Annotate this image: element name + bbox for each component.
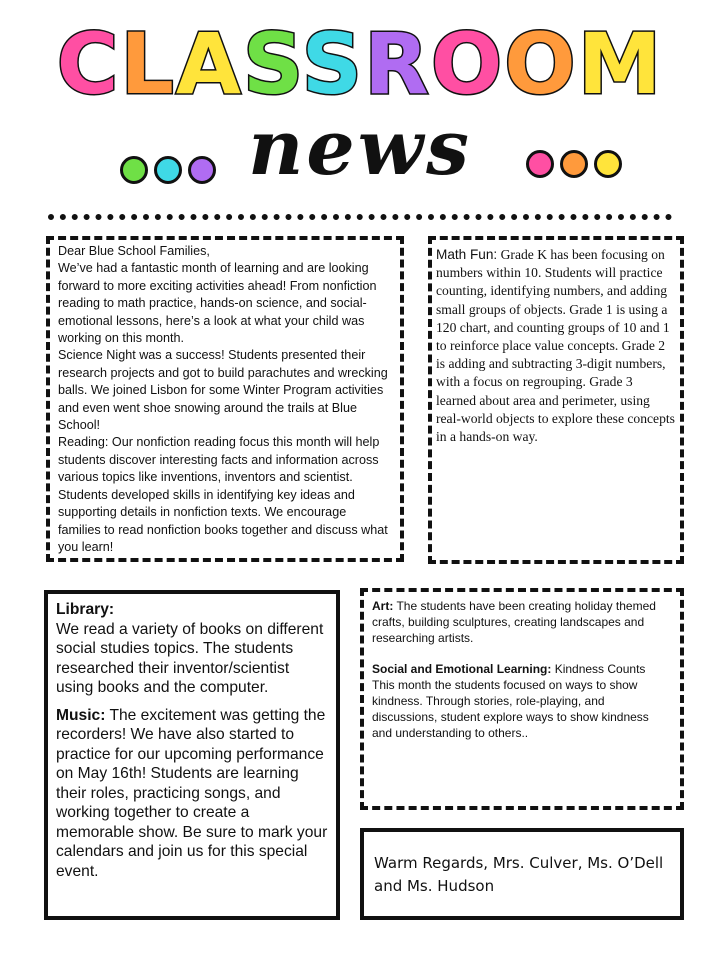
title-letter: S	[301, 15, 365, 113]
sel-heading-line	[372, 661, 672, 677]
art-text: The students have been creating holiday themed crafts, building sculptures, creating landscapes and researching artists.	[372, 599, 656, 646]
title-letter: O	[504, 15, 578, 113]
greeting-text: Dear Blue School Families,	[58, 244, 210, 258]
title-letter: C	[56, 15, 121, 113]
music-paragraph	[56, 706, 328, 882]
closing-text: Warm Regards, Mrs. Culver, Ms. O’Dell and Ms. Hudson	[374, 854, 664, 895]
title-letter: M	[577, 15, 664, 113]
title-letter: O	[430, 15, 505, 113]
newsletter-subtitle: news	[248, 103, 472, 192]
title-letter: L	[120, 15, 176, 113]
library-heading: Library:	[56, 601, 115, 618]
dotted-divider	[48, 214, 672, 220]
decor-dot	[594, 150, 622, 178]
letter-section	[46, 236, 404, 562]
decor-dot	[526, 150, 554, 178]
math-text	[436, 246, 676, 446]
sel-subheading: Kindness Counts	[551, 661, 646, 676]
music-heading: Music:	[56, 706, 106, 724]
sel-text: This month the students focused on ways to show kindness. Through stories, role-playing, and discussions, student explore ways to show kindness and understanding to others..	[372, 677, 649, 741]
intro-text: We’ve had a fantastic month of learning and are looking forward to more exciting activities ahead! From nonfiction reading to math practice, hands-on science, and social-emotional lessons, here’s a look at what your child was working on this month.	[58, 261, 377, 346]
math-section	[428, 236, 684, 564]
art-sel-section	[360, 588, 684, 810]
newsletter-title	[0, 15, 720, 113]
title-letter: R	[364, 15, 431, 113]
library-music-section	[44, 590, 340, 920]
art-paragraph	[372, 598, 672, 647]
library-text: We read a variety of books on different social studies topics. The students researched their inventor/scientist using books and the computer.	[56, 620, 324, 696]
art-heading: Art:	[372, 599, 394, 613]
closing-section	[360, 828, 684, 920]
decor-dot	[560, 150, 588, 178]
title-letter: S	[242, 15, 302, 113]
sel-heading: Social and Emotional Learning:	[372, 661, 552, 676]
title-letter: A	[175, 15, 243, 113]
music-text: The excitement was getting the recorders! We have also started to practice for our upcoming performance on May 16th! Students are learning their roles, practicing songs, and working together to create a memorable show. Be sure to mark your calendars and join us for this special event.	[56, 706, 328, 880]
reading-text: Reading: Our nonfiction reading focus this month will help students discover interesting facts and information across various topics like inventions, inventors and scientist. Students developed skills in identifying key ideas and supporting details in nonfiction texts. We encourage families to read nonfiction books together and discuss what you learn!	[58, 435, 388, 554]
math-label: Math Fun:	[436, 247, 498, 262]
science-text: Science Night was a success! Students presented their research projects and got to build parachutes and wrecking balls. We joined Lisbon for some Winter Program activities and even went shoe snowing around the trails at Blue School!	[58, 348, 388, 433]
math-body: Grade K has been focusing on numbers within 10. Students will practice counting, identifying numbers, and adding small groups of objects. Grade 1 is using a 120 chart, and counting groups of 10 and 1 to reinforce place value concepts. Grade 2 is adding and subtracting 3-digit numbers, with a focus on regrouping. Grade 3 learned about area and perimeter, using real-world objects to explore these concepts in a hands-on way.	[436, 247, 675, 445]
